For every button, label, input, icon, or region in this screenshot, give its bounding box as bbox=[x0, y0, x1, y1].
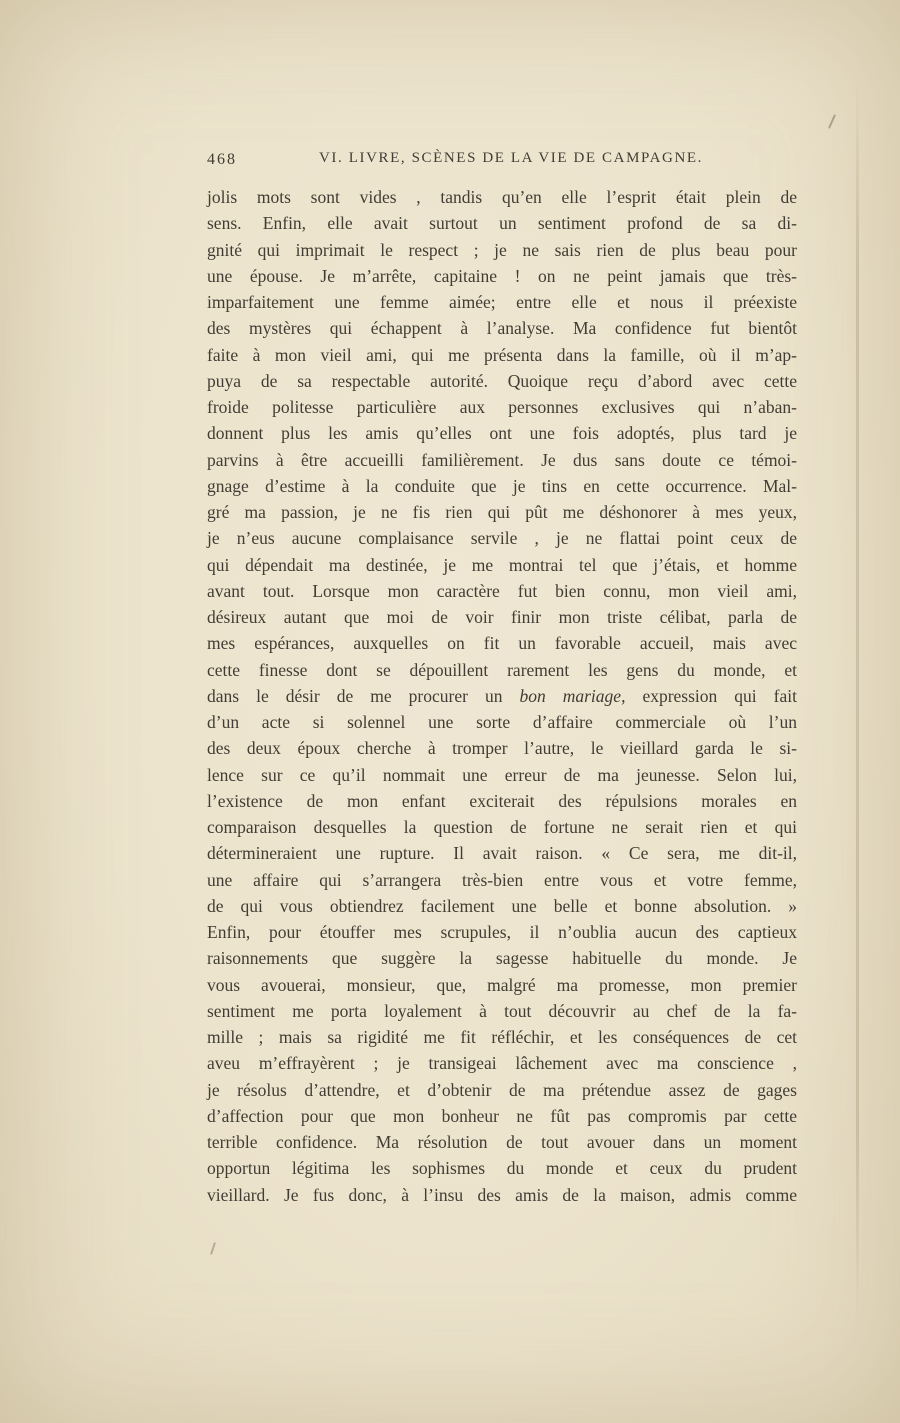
text-line: aveu m’effrayèrent ; je transigeai lâchement avec ma conscience , bbox=[207, 1053, 797, 1074]
text-line: dans le désir de me procurer un bon mariage, expression qui fait bbox=[207, 685, 797, 706]
text-line: vous avouerai, monsieur, que, malgré ma promesse, mon premier bbox=[207, 974, 797, 995]
page-header bbox=[207, 150, 797, 174]
text-line: une épouse. Je m’arrête, capitaine ! on ne peint jamais que très- bbox=[207, 265, 797, 286]
text-line: je résolus d’attendre, et d’obtenir de ma prétendue assez de gages bbox=[207, 1079, 797, 1100]
text-line: faite à mon vieil ami, qui me présenta dans la famille, où il m’ap- bbox=[207, 344, 797, 365]
page-number: 468 bbox=[207, 151, 237, 168]
text-line: parvins à être accueilli familièrement. Je dus sans doute ce témoi- bbox=[207, 449, 797, 470]
text-line: cette finesse dont se dépouillent rarement les gens du monde, et bbox=[207, 659, 797, 680]
text-line: mes espérances, auxquelles on fit un favorable accueil, mais avec bbox=[207, 633, 797, 654]
text-line: Enfin, pour étouffer mes scrupules, il n’oublia aucun des captieux bbox=[207, 922, 797, 942]
text-line: sens. Enfin, elle avait surtout un sentiment profond de sa di- bbox=[207, 213, 797, 234]
text-line: raisonnements que suggère la sagesse habituelle du monde. Je bbox=[207, 948, 797, 969]
text-line: terrible confidence. Ma résolution de tout avouer dans un moment bbox=[207, 1132, 797, 1152]
text-line: détermineraient une rupture. Il avait raison. « Ce sera, me dit-il, bbox=[207, 843, 797, 864]
text-line: je n’eus aucune complaisance servile , je ne flattai point ceux de bbox=[207, 528, 797, 549]
text-line: imparfaitement une femme aimée; entre elle et nous il préexiste bbox=[207, 292, 797, 312]
text-line: vieillard. Je fus donc, à l’insu des amis de la maison, admis comme bbox=[207, 1184, 797, 1205]
text-line: avant tout. Lorsque mon caractère fut bien connu, mon vieil ami, bbox=[207, 580, 797, 601]
text-line: donnent plus les amis qu’elles ont une fois adoptés, plus tard je bbox=[207, 423, 797, 444]
text-line: lence sur ce qu’il nommait une erreur de ma jeunesse. Selon lui, bbox=[207, 764, 797, 785]
text-line: désireux autant que moi de voir finir mon triste célibat, parla de bbox=[207, 607, 797, 627]
text-line: qui dépendait ma destinée, je me montrai tel que j’étais, et homme bbox=[207, 554, 797, 575]
italic-phrase: bon mariage bbox=[519, 685, 622, 706]
scan-artifact-mark bbox=[828, 114, 836, 129]
text-line: de qui vous obtiendrez facilement une belle et bonne absolution. » bbox=[207, 895, 797, 916]
text-line: d’affection pour que mon bonheur ne fût pas compromis par cette bbox=[207, 1105, 797, 1126]
text-line: gnage d’estime à la conduite que je tins en cette occurrence. Mal- bbox=[207, 475, 797, 496]
text-line: opportun légitima les sophismes du monde et ceux du prudent bbox=[207, 1158, 797, 1179]
text-line: l’existence de mon enfant exciterait des répulsions morales en bbox=[207, 790, 797, 811]
text-line: des deux époux cherche à tromper l’autre, le vieillard garda le si- bbox=[207, 738, 797, 759]
text-line: mille ; mais sa rigidité me fit réfléchir, et les conséquences de cet bbox=[207, 1027, 797, 1047]
text-line: d’un acte si solennel une sorte d’affaire commerciale où l’un bbox=[207, 712, 797, 732]
running-title: VI. LIVRE, SCÈNES DE LA VIE DE CAMPAGNE. bbox=[318, 150, 703, 166]
text-line: jolis mots sont vides , tandis qu’en elle l’esprit était plein de bbox=[207, 187, 797, 207]
text-line: gré ma passion, je ne fis rien qui pût me déshonorer à mes yeux, bbox=[207, 502, 797, 522]
body-text bbox=[207, 184, 797, 1208]
text-line: des mystères qui échappent à l’analyse. Ma confidence fut bientôt bbox=[207, 318, 797, 339]
text-line: comparaison desquelles la question de fortune ne serait rien et qui bbox=[207, 817, 797, 837]
text-line: puya de sa respectable autorité. Quoique reçu d’abord avec cette bbox=[207, 370, 797, 391]
text-line: gnité qui imprimait le respect ; je ne sais rien de plus beau pour bbox=[207, 239, 797, 260]
text-line: une affaire qui s’arrangera très-bien entre vous et votre femme, bbox=[207, 869, 797, 890]
text-line: sentiment me porta loyalement à tout découvrir au chef de la fa- bbox=[207, 1000, 797, 1021]
text-line: froide politesse particulière aux personnes exclusives qui n’aban- bbox=[207, 397, 797, 417]
page-edge-crease bbox=[856, 80, 859, 1320]
scan-artifact-mark bbox=[210, 1242, 216, 1255]
